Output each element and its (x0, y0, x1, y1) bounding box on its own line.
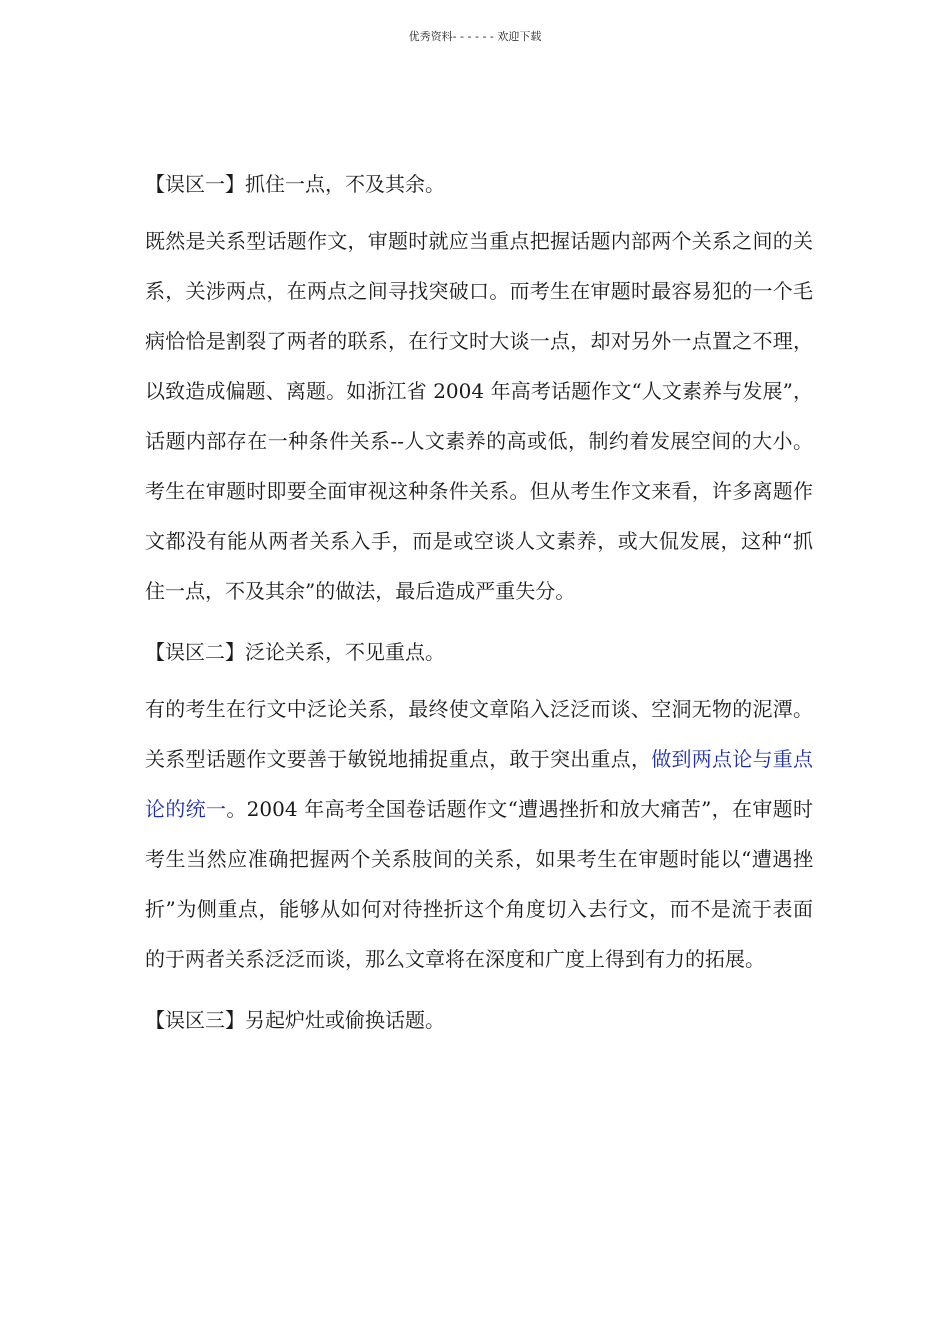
section-paragraph-2 (145, 684, 813, 984)
document-body (145, 166, 813, 1038)
spacer (145, 984, 813, 1002)
inline-link[interactable]: 做到两点论与重点论的统一 (145, 747, 813, 821)
section-heading-3: 【误区三】另起炉灶或偷换话题。 (145, 1008, 445, 1032)
spacer (145, 202, 813, 216)
paragraph-text-before-link: 有的考生在行文中泛论关系，最终使文章陷入泛泛而谈、空洞无物的泥潭。关系型话题作文要善于敏锐地捕捉重点，敢于突出重点， (145, 697, 813, 771)
spacer (145, 670, 813, 684)
spacer (145, 616, 813, 634)
paragraph-text-after-link: 。2004 年高考全国卷话题作文“遭遇挫折和放大痛苦”，在审题时考生当然应准确把握两个关系肢间的关系，如果考生在审题时能以“遭遇挫折”为侧重点，能够从如何对待挫折这个角度切入去行文，而不是流于表面的于两者关系泛泛而谈，那么文章将在深度和广度上得到有力的拓展。 (145, 797, 813, 971)
section-heading-2: 【误区二】泛论关系，不见重点。 (145, 640, 445, 664)
page-header: 优秀资料- - - - - - 欢迎下载 (408, 30, 542, 43)
section-paragraph-1: 既然是关系型话题作文，审题时就应当重点把握话题内部两个关系之间的关系，关涉两点，在两点之间寻找突破口。而考生在审题时最容易犯的一个毛病恰恰是割裂了两者的联系，在行文时大谈一点，却对另外一点置之不理，以致造成偏题、离题。如浙江省 2004 年高考话题作文“人文素养与发展”，话题内部存在一种条件关系--人文素养的高或低，制约着发展空间的大小。考生在审题时即要全面审视这种条件关系。但从考生作文来看，许多离题作文都没有能从两者关系入手，而是或空谈人文素养，或大侃发展，这种“抓住一点，不及其余”的做法，最后造成严重失分。 (145, 229, 813, 603)
section-heading-1: 【误区一】抓住一点，不及其余。 (145, 172, 445, 196)
